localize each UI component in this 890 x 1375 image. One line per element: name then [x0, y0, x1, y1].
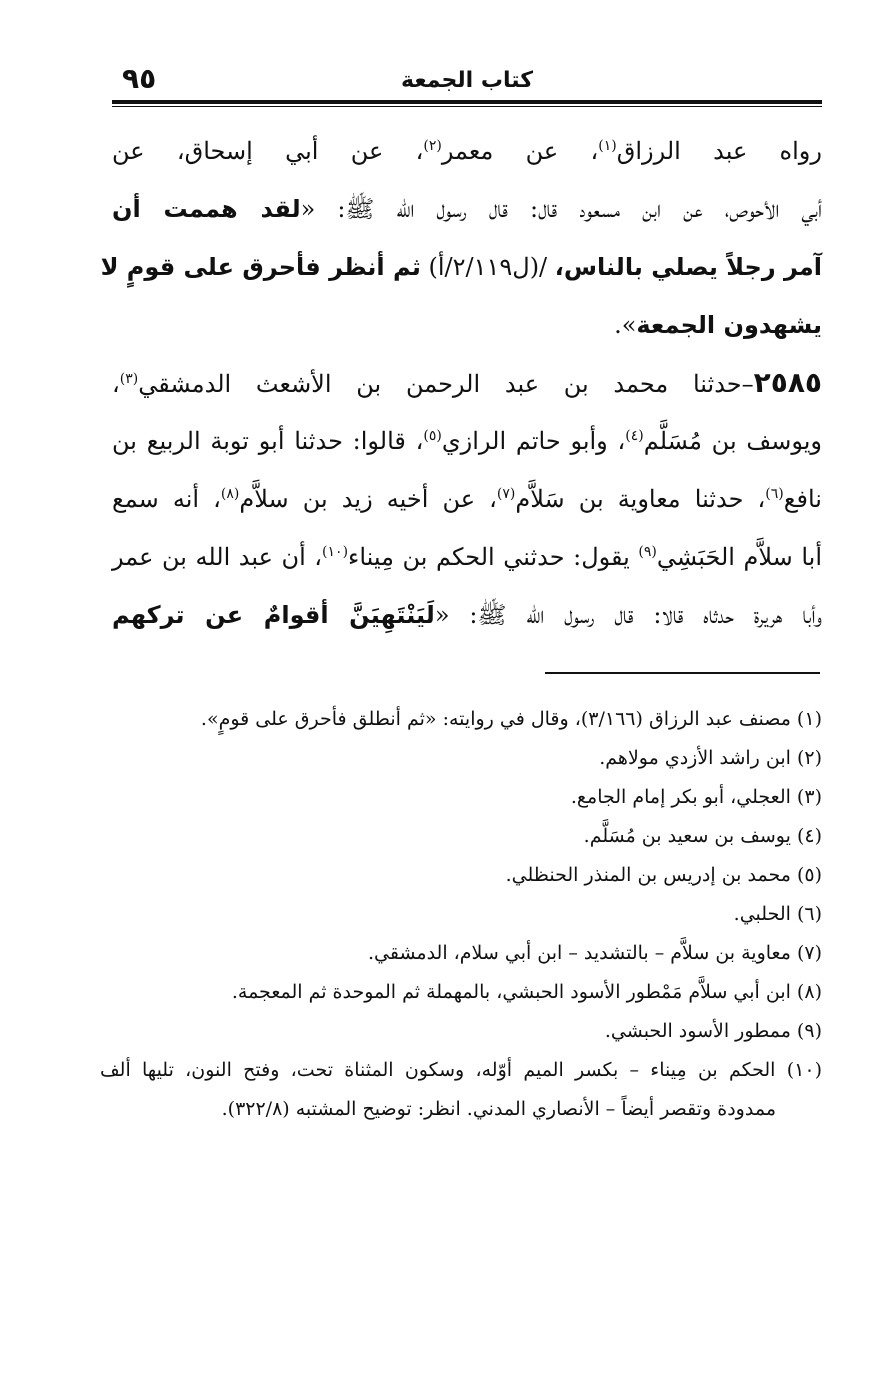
- text-line-1: رواه عبد الرزاق$^{(١)}$، عن معمر$^{(٢)}$، عن أبي إسحاق، عن: [112, 137, 822, 165]
- footnote-ref-5: (٥): [423, 428, 442, 444]
- footnote-8: (٨) ابن أبي سلاَّم مَمْطور الأسود الحبشي، بالمهملة ثم الموحدة ثم المعجمة.: [231, 981, 822, 1003]
- footnote-ref-9: (٩): [638, 544, 657, 560]
- footnote-ref-3: (٣): [119, 371, 139, 387]
- main-text: [100, 122, 823, 644]
- footnotes: [100, 700, 822, 1129]
- text-line-9: وأبا هريرة حدثاه قالا: قال رسول الله ﷺ: «لَيَنْتَهِيَنَّ أقوامٌ عن تركهم: [112, 601, 822, 629]
- footnote-6: (٦) الحلبي.: [733, 903, 822, 925]
- text-line-2: أبي الأحوص، عن ابن مسعود قال: قال رسول الله ﷺ: «لقد هممت أن: [112, 195, 823, 223]
- manuscript-reference: /(ل٢/١١٩/أ): [420, 253, 555, 281]
- footnote-ref-2: (٢): [423, 138, 442, 154]
- footnote-ref-8: (٨): [220, 486, 240, 502]
- footnote-10-continued: ممدودة وتقصر أيضاً – الأنصاري المدني. انظر: توضيح المشتبه (٣٢٢/٨).: [221, 1098, 776, 1120]
- hadith-text-bold: لَيَنْتَهِيَنَّ أقوامٌ عن تركهم: [112, 601, 435, 629]
- text-line-6: ويوسف بن مُسَلَّم$^{(٤)}$، وأبو حاتم الرازي$^{(٥)}$، قالوا: حدثنا أبو توبة الربيع بن: [112, 427, 823, 455]
- footnote-2: (٢) ابن راشد الأزدي مولاهم.: [599, 747, 822, 769]
- footnote-ref-10: (١٠): [322, 544, 349, 560]
- footnote-separator: [545, 672, 820, 674]
- footnote-1: (١) مصنف عبد الرزاق (٣/١٦٦)، وقال في روايته: «ثم أنطلق فأحرق على قومٍ».: [200, 708, 822, 730]
- header-rule-thick: [112, 100, 822, 104]
- footnote-9: (٩) ممطور الأسود الحبشي.: [604, 1020, 822, 1042]
- footnote-4: (٤) يوسف بن سعيد بن مُسَلَّم.: [583, 825, 822, 847]
- footnote-3: (٣) العجلي، أبو بكر إمام الجامع.: [570, 786, 822, 808]
- page-header: [112, 62, 822, 102]
- footnote-ref-7: (٧): [496, 486, 516, 502]
- text-line-3: آمر رجلاً يصلي بالناس، /(ل٢/١١٩/أ) ثم أنظر فأحرق على قومٍ لا: [100, 253, 822, 281]
- hadith-number: ٢٥٨٥: [753, 366, 822, 399]
- running-title: كتاب الجمعة: [401, 68, 533, 93]
- footnote-5: (٥) محمد بن إدريس بن المنذر الحنظلي.: [505, 864, 822, 886]
- footnote-7: (٧) معاوية بن سلاَّم – بالتشديد – ابن أبي سلام، الدمشقي.: [367, 942, 822, 964]
- header-rule-thin: [112, 106, 822, 107]
- footnote-ref-1: (١): [598, 138, 617, 154]
- footnote-ref-6: (٦): [765, 486, 784, 502]
- footnote-10: (١٠) الحكم بن مِيناء – بكسر الميم أوّله، وسكون المثناة تحت، وفتح النون، تليها ألف: [100, 1059, 822, 1081]
- text-line-5: ٢٥٨٥–حدثنا محمد بن عبد الرحمن بن الأشعث الدمشقي$^{(٣)}$،: [112, 366, 822, 399]
- hadith-text-bold: لقد هممت أن: [112, 195, 301, 223]
- footnote-ref-4: (٤): [625, 428, 644, 444]
- text-line-8: أبا سلاَّم الحَبَشِي$^{(٩)}$ يقول: حدثني الحكم بن مِيناء$^{(١٠)}$، أن عبد الله بن عمر: [112, 543, 822, 571]
- page-number: ٩٥: [122, 62, 157, 95]
- text-line-4: يشهدون الجمعة».: [614, 311, 822, 339]
- text-line-7: نافع$^{(٦)}$، حدثنا معاوية بن سَلاَّم$^{(٧)}$، عن أخيه زيد بن سلاَّم$^{(٨)}$، أنه سمع: [112, 485, 822, 513]
